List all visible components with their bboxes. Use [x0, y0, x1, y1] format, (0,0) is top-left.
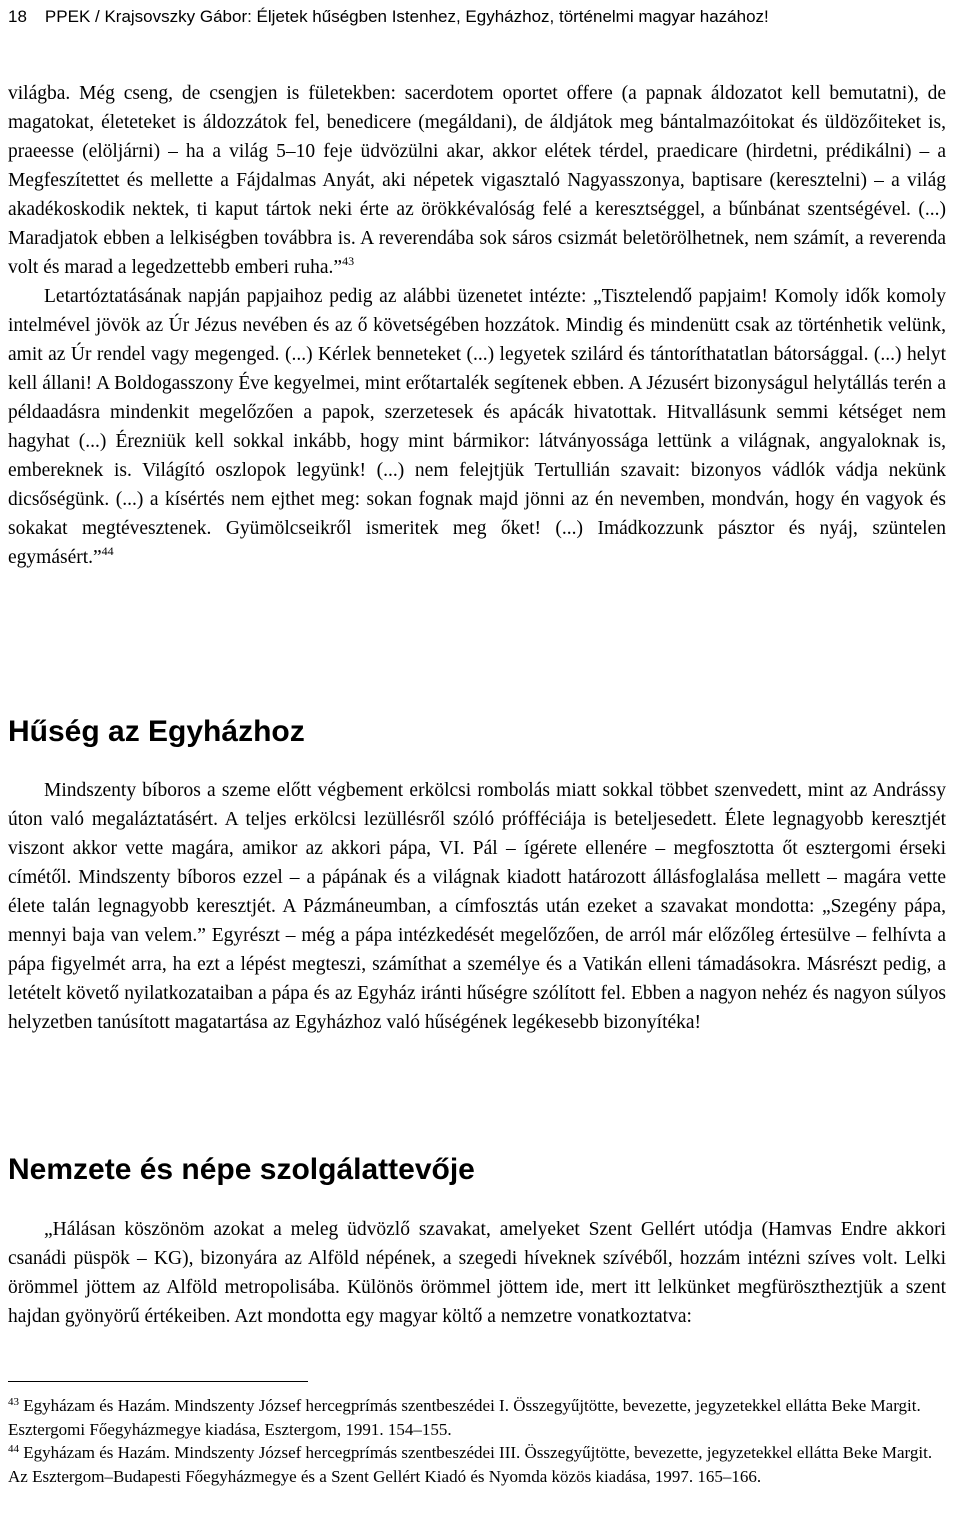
- intro-section: [8, 79, 946, 572]
- section-body: [8, 776, 946, 1037]
- paragraph: „Hálásan köszönöm azokat a meleg üdvözlő szavakat, amelyeket Szent Gellért utódja (Hamvas Endre akkori csanádi püspök – KG), bizonyára az Alföld népének, a szegedi híveknek szívéből, hozzám intézni szíves volt. Lelki örömmel jöttem az Alföld metropolisába. Különös örömmel jöttem ide, mert itt lelkünket megfürösztheztjük a szent hajdan gyönyörű értékeiben. Azt mondotta egy magyar költő a nemzetre vonatkoztatva:: [8, 1219, 946, 1327]
- footnote-ref[interactable]: 44: [101, 544, 114, 558]
- section-heading: Hűség az Egyházhoz: [8, 715, 305, 748]
- footnote: [8, 1441, 946, 1488]
- footnote-separator: [8, 1381, 308, 1382]
- running-title: PPEK / Krajsovszky Gábor: Éljetek hűségben Istenhez, Egyházhoz, történelmi magyar hazához!: [44, 7, 769, 26]
- footnotes: [8, 1394, 946, 1488]
- paragraph-text: világba. Még cseng, de csengjen is fületekben: sacerdotem oportet offere (a papnak áldozatot kell bemutatni), de magatokat, életeteket is áldozzátok fel, benedicere (megáldani), de áldjátok meg bántalmazóitokat és üldözőiteket is, praeesse (elöljárni) – ha a világ 5–10 feje üdvözülni akar, akkor elétek térdel, praedicare (hirdetni, prédikálni) – a Megfeszítettet és mellette a Fájdalmas Anyát, aki népetek vigasztaló Nagyasszonya, baptisare (keresztelni) – a világ akadékoskodik nektek, ti kaput tártok neki érte az örökkévalóság felé a keresztséggel, a bűnbánat szentségével. (...) Maradjatok ebben a lelkiségben továbbra is. A reverendába sok sáros csizmát beletörölhetnek, nem számít, a reverenda volt és marad a legedzettebb emberi ruha.”: [8, 83, 946, 278]
- paragraph: Mindszenty bíboros a szeme előtt végbement erkölcsi rombolás miatt sokkal többet szenvedett, mint az Andrássy úton való megaláztatásért. A teljes erkölcsi lezüllésről szóló prófféciája is beteljesedett. Élete legnagyobb keresztjét viszont akkor vette magára, amikor az akkori pápa, VI. Pál – ígérete ellenére – megfosztotta őt esztergomi érseki címétől. Mindszenty bíboros ezzel – a pápának és a világnak kiadott határozott állásfoglalása mellett – magára vette élete talán legnagyobb keresztjét. A Pázmáneumban, a címfosztás után ezeket a szavakat mondotta: „Szegény pápa, mennyi baja van velem.” Egyrészt – még a pápa intézkedését megelőzően, de arról már előzőleg értesülve – felhívta a pápa figyelmét arra, ha ezt a lépést megteszi, számíthat a személye és a Vatikán elleni támadásokra. Másrészt pedig, a letételt követő nyilatkozataiban a pápa és az Egyház iránti hűségre szólított fel. Ebben a nagyon nehéz és nagyon súlyos helyzetben tanúsított magatartása az Egyházhoz való hűségének legékesebb bizonyítéka!: [8, 780, 946, 1033]
- paragraph: [8, 79, 946, 282]
- page-number: 18: [8, 7, 27, 26]
- footnote-text: Egyházam és Hazám. Mindszenty József hercegprímás szentbeszédei I. Összegyűjtötte, bevezette, jegyzetekkel ellátta Beke Margit. Esztergomi Főegyházmegye kiadása, Esztergom, 1991. 154–155.: [8, 1396, 921, 1439]
- page-header: [8, 6, 952, 28]
- paragraph-text: Letartóztatásának napján papjaihoz pedig az alábbi üzenetet intézte: „Tisztelendő papjaim! Komoly idők komoly intelmével jövök az Úr Jézus nevében és az ő követségében hozzátok. Mindig és mindenütt csak az történhetik velünk, amit az Úr rendel vagy megenged. (...) Kérlek benneteket (...) legyetek szilárd és tántoríthatatlan bátorsággal. (...) helyt kell állani! A Boldogasszony Éve kegyelmei, mint erőtartalék segítenek ebben. A Jézusért bizonyságul helytállás terén a példaadásra mindenkit megelőzően a papok, szerzetesek és apácák hivatottak. Hitvallásunk semmi kétséget nem hagyhat (...) Érezniük kell sokkal inkább, hogy mint bármikor: látványossága lettünk a világnak, angyaloknak is, embereknek is. Világító oszlopok legyünk! (...) nem felejtjük Tertullián szavait: bizonyos vádlók vádja nekünk dicsőségünk. (...) a kísértés nem ejthet meg: sokan fognak majd jönni az én nevemben, mondván, hogy én vagyok és sokakat megtévesztenek. Gyümölcseikről ismeritek meg őket! (...) Imádkozzunk pásztor és nyáj, szüntelen egymásért.”: [8, 286, 946, 568]
- paragraph: [8, 282, 946, 572]
- footnote: [8, 1394, 946, 1441]
- footnote-ref[interactable]: 43: [342, 254, 355, 268]
- footnote-number: 43: [8, 1396, 19, 1408]
- section-heading: Nemzete és népe szolgálattevője: [8, 1153, 475, 1186]
- footnote-text: Egyházam és Hazám. Mindszenty József hercegprímás szentbeszédei III. Összegyűjtötte, bevezette, jegyzetekkel ellátta Beke Margit. Az Esztergom–Budapesti Főegyházmegye és a Szent Gellért Kiadó és Nyomda közös kiadása, 1997. 165–166.: [8, 1443, 933, 1486]
- footnote-number: 44: [8, 1443, 19, 1455]
- section-body: [8, 1215, 946, 1331]
